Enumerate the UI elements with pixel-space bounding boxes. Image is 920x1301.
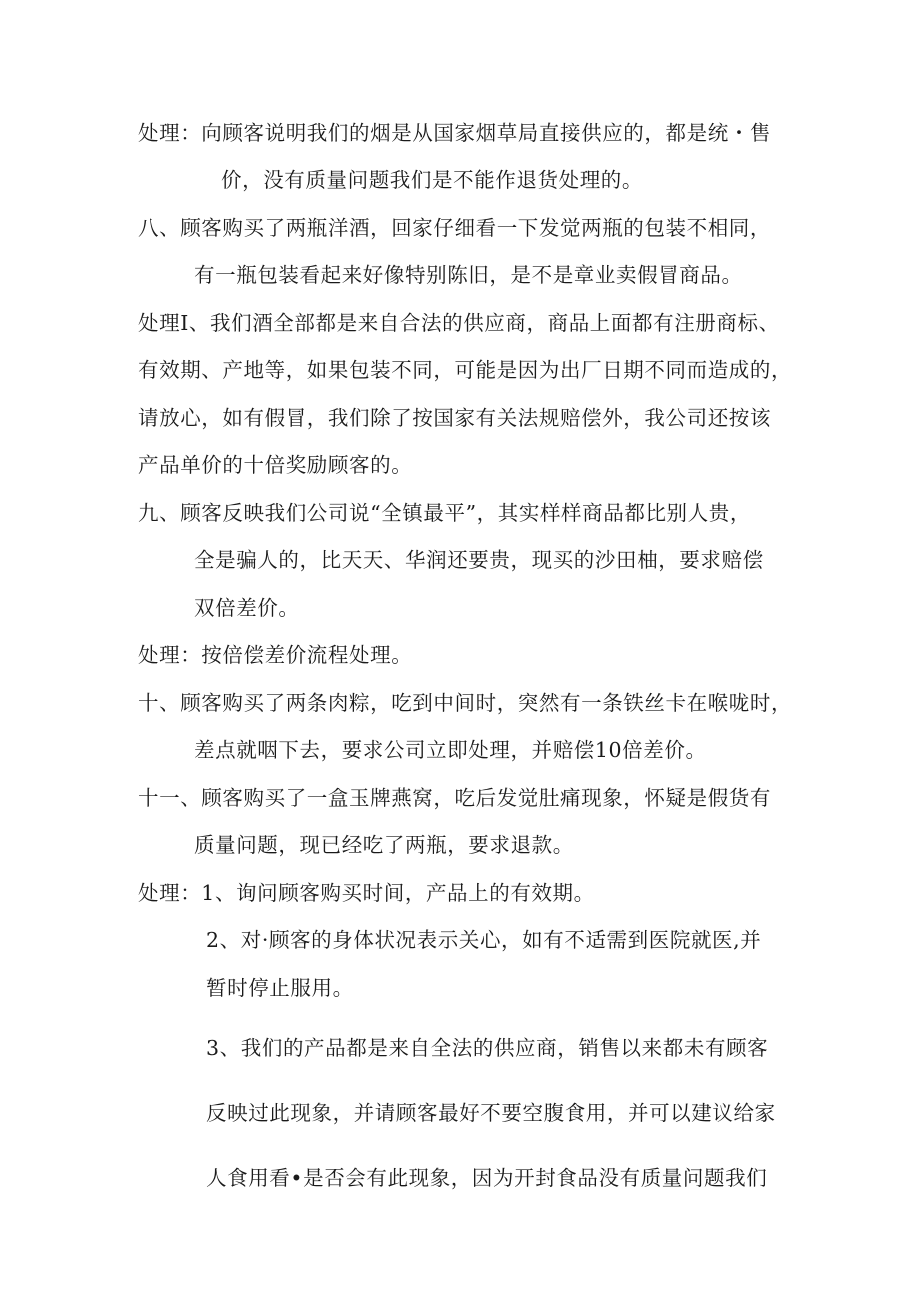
text-line-handling-11-step-3-cont-2: 人食用看•是否会有此现象，因为开封食品没有质量问题我们 <box>206 1166 768 1190</box>
text-line-handling-cigarettes: 处理：向顾客说明我们的烟是从国家烟草局直接供应的，都是统・售 <box>138 121 771 145</box>
text-line-case-11-cont: 质量问题，现已经吃了两瓶，要求退款。 <box>194 833 574 857</box>
text-line-handling-8-cont-3: 产品单价的十倍奖励顾客的。 <box>138 453 413 477</box>
text-line-handling-8-cont-2: 请放心，如有假冒，我们除了按国家有关法规赔偿外，我公司还按该 <box>138 406 771 430</box>
text-line-case-9-cont-2: 双倍差价。 <box>194 596 300 620</box>
text-line-handling-9: 处理：按倍偿差价流程处理。 <box>138 643 413 667</box>
text-line-case-11: 十一、顾客购买了一盒玉牌燕窝，吃后发觉肚痛现象，怀疑是假货有 <box>138 786 771 810</box>
text-line-handling-11-step-2-cont: 暂时停止服用。 <box>206 976 354 1000</box>
text-line-handling-8: 处理Ⅰ、我们酒全部都是来自合法的供应商，商品上面都有注册商标、 <box>138 311 780 335</box>
text-line-handling-11-step-3: 3、我们的产品都是来自全法的供应商，销售以来都未有顾客 <box>206 1036 769 1060</box>
text-line-case-9: 九、顾客反映我们公司说“全镇最平”，其实样样商品都比别人贵， <box>138 501 751 525</box>
text-line-case-8-cont: 有一瓶包装看起来好像特别陈旧，是不是章业卖假冒商品。 <box>194 263 743 287</box>
text-line-handling-cigarettes-cont: 价，没有质量问题我们是不能作退货处理的。 <box>221 168 643 192</box>
text-line-case-8: 八、顾客购买了两瓶洋酒，回家仔细看一下发觉两瓶的包装不相同， <box>138 216 771 240</box>
text-line-case-9-cont-1: 全是骗人的，比天天、华润还要贵，现买的沙田柚，要求赔偿 <box>194 548 764 572</box>
text-line-case-10: 十、顾客购买了两条肉粽，吃到中间时，突然有一条铁丝卡在喉咙时， <box>138 691 793 715</box>
text-line-handling-11-step-2: 2、对·顾客的身体状况表示关心，如有不适需到医院就医,并 <box>206 928 762 952</box>
text-line-handling-11-step-1: 处理：1、询问顾客购买时间，产品上的有效期。 <box>138 881 595 905</box>
text-line-handling-8-cont-1: 有效期、产地等，如果包装不同，可能是因为出厂日期不同而造成的， <box>138 358 793 382</box>
text-line-case-10-cont: 差点就咽下去，要求公司立即处理，并赔偿10倍差价。 <box>194 738 707 762</box>
text-line-handling-11-step-3-cont-1: 反映过此现象，并请顾客最好不要空腹食用，并可以建议给家 <box>206 1101 776 1125</box>
